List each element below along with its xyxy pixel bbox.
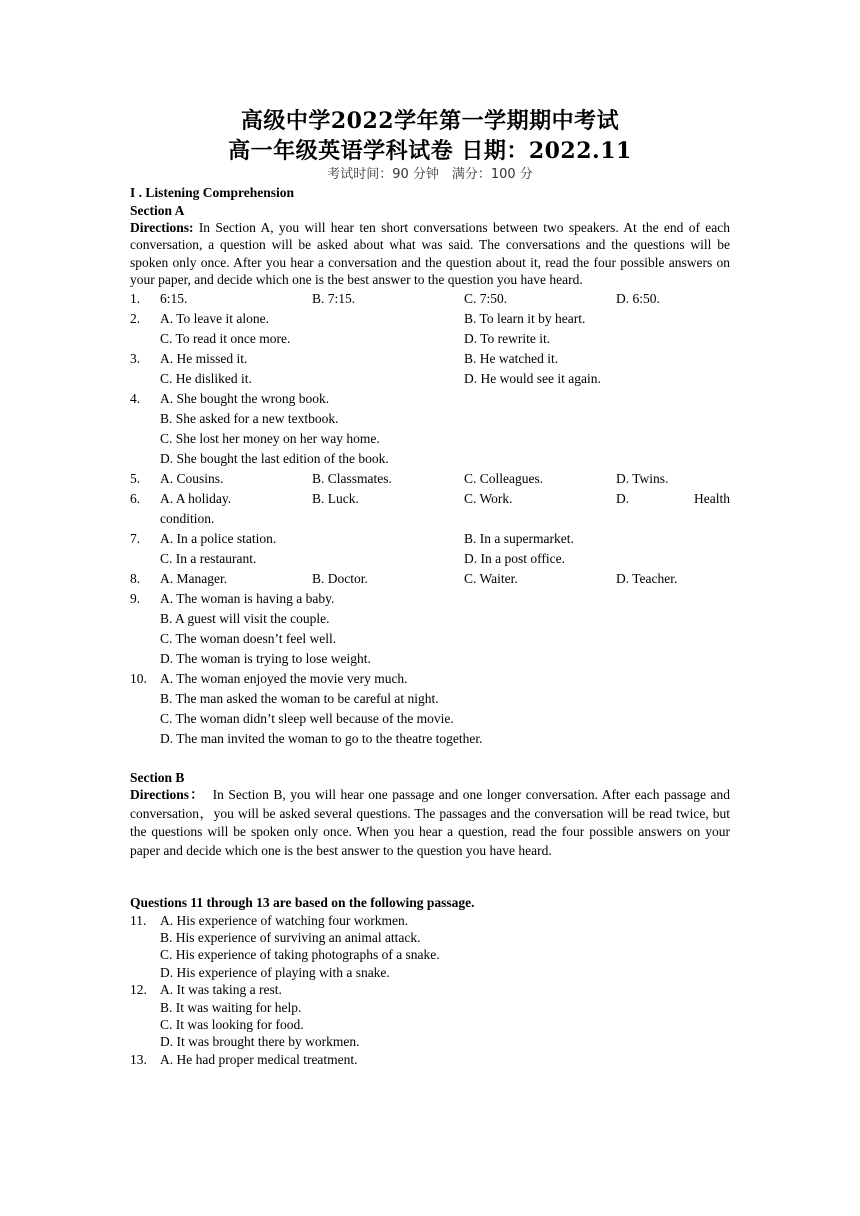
option-b: B. He watched it. bbox=[464, 350, 559, 366]
option-a: A. The woman enjoyed the movie very much. bbox=[160, 670, 408, 686]
part-heading: I . Listening Comprehension bbox=[130, 185, 295, 200]
option-a: A. He missed it. bbox=[160, 350, 248, 366]
question-1 bbox=[130, 289, 730, 309]
option-b: B. Luck. bbox=[312, 490, 359, 506]
option-a: A. In a police station. bbox=[160, 530, 277, 546]
option-a: A. Cousins. bbox=[160, 470, 224, 486]
option-d-letter: D. bbox=[616, 490, 630, 506]
option-d: D. The woman is trying to lose weight. bbox=[160, 650, 371, 666]
option-b: B. To learn it by heart. bbox=[464, 310, 586, 326]
question-number: 11. bbox=[130, 912, 147, 928]
question-12-row-2 bbox=[130, 999, 730, 1016]
exam-subtitle: 高一年级英语学科试卷 日期：2022.11 bbox=[228, 138, 632, 164]
question-number: 7. bbox=[130, 530, 141, 546]
section-b-heading: Section B bbox=[130, 769, 185, 785]
exam-title: 高级中学2022学年第一学期期中考试 bbox=[240, 108, 620, 134]
option-d: D. 6:50. bbox=[616, 290, 660, 306]
option-d: D. Twins. bbox=[616, 470, 669, 486]
question-11 bbox=[130, 912, 730, 929]
spacer bbox=[130, 860, 730, 894]
option-d: D. The man invited the woman to go to the theatre together. bbox=[160, 730, 483, 746]
section-b-directions bbox=[130, 786, 730, 860]
section-a-directions bbox=[130, 219, 730, 289]
question-6-row-2 bbox=[130, 509, 730, 529]
question-10 bbox=[130, 669, 730, 689]
option-b: B. She asked for a new textbook. bbox=[160, 410, 339, 426]
question-4-row-4 bbox=[130, 449, 730, 469]
option-c: C. To read it once more. bbox=[160, 330, 291, 346]
option-b: B. Doctor. bbox=[312, 570, 368, 586]
option-a: A. Manager. bbox=[160, 570, 228, 586]
option-b: B. His experience of surviving an animal attack. bbox=[160, 930, 421, 946]
question-11-row-2 bbox=[130, 929, 730, 946]
question-11-row-4 bbox=[130, 964, 730, 981]
option-a: A. His experience of watching four workmen. bbox=[160, 912, 409, 928]
option-d-continued: condition. bbox=[160, 510, 215, 526]
option-c: C. The woman doesn’t feel well. bbox=[160, 630, 337, 646]
question-8 bbox=[130, 569, 730, 589]
question-number: 8. bbox=[130, 570, 141, 586]
option-c: C. His experience of taking photographs of a snake. bbox=[160, 947, 440, 963]
question-4 bbox=[130, 389, 730, 409]
question-number: 6. bbox=[130, 490, 141, 506]
directions-label: Directions： bbox=[130, 787, 198, 803]
option-c: C. Waiter. bbox=[464, 570, 518, 586]
question-9 bbox=[130, 589, 730, 609]
question-group-heading: Questions 11 through 13 are based on the following passage. bbox=[130, 895, 475, 911]
question-10-row-4 bbox=[130, 729, 730, 749]
option-c: C. He disliked it. bbox=[160, 370, 252, 386]
option-c: C. Work. bbox=[464, 490, 513, 506]
option-d: D. Teacher. bbox=[616, 570, 678, 586]
question-3-row-2 bbox=[130, 369, 730, 389]
option-c: C. Colleagues. bbox=[464, 470, 544, 486]
option-a: A. A holiday. bbox=[160, 490, 232, 506]
question-number: 12. bbox=[130, 982, 147, 998]
option-a: A. He had proper medical treatment. bbox=[160, 1051, 358, 1067]
question-number: 10. bbox=[130, 670, 147, 686]
option-d: D. It was brought there by workmen. bbox=[160, 1034, 360, 1050]
question-number: 13. bbox=[130, 1051, 147, 1067]
option-b: B. Classmates. bbox=[312, 470, 392, 486]
option-c: C. It was looking for food. bbox=[160, 1016, 304, 1032]
option-a: A. She bought the wrong book. bbox=[160, 390, 330, 406]
question-9-row-2 bbox=[130, 609, 730, 629]
directions-text: In Section B, you will hear one passage and one longer conversation. After each passage and conversation，you will be asked several questions. The passages and the conversation will be read twice, but the questions will be spoken only once. When you hear a question, read the four possible answers on your paper and decide which one is the best answer to the question you have heard. bbox=[130, 787, 730, 858]
option-b: B. It was waiting for help. bbox=[160, 999, 302, 1015]
question-number: 2. bbox=[130, 310, 141, 326]
question-number: 4. bbox=[130, 390, 141, 406]
option-d: D. In a post office. bbox=[464, 550, 565, 566]
option-c: C. 7:50. bbox=[464, 290, 508, 306]
question-2 bbox=[130, 309, 730, 329]
question-number: 5. bbox=[130, 470, 141, 486]
option-c: C. The woman didn’t sleep well because of the movie. bbox=[160, 710, 454, 726]
question-number: 9. bbox=[130, 590, 141, 606]
question-number: 3. bbox=[130, 350, 141, 366]
option-a: 6:15. bbox=[160, 290, 188, 306]
option-d: D. She bought the last edition of the book. bbox=[160, 450, 389, 466]
exam-page bbox=[130, 106, 730, 1068]
option-c: C. In a restaurant. bbox=[160, 550, 257, 566]
directions-text: In Section A, you will hear ten short conversations between two speakers. At the end of each conversation, a question will be asked about what was said. The conversations and the questions will be spoken only once. After you hear a conversation and the question about it, read the four possible answers on your paper, and decide which one is the best answer to the question you have heard. bbox=[130, 220, 730, 288]
option-a: A. To leave it alone. bbox=[160, 310, 270, 326]
option-d-word: Health bbox=[694, 490, 730, 506]
spacer bbox=[130, 749, 730, 769]
question-12-row-4 bbox=[130, 1033, 730, 1050]
question-6 bbox=[130, 489, 730, 509]
question-10-row-2 bbox=[130, 689, 730, 709]
question-number: 1. bbox=[130, 290, 141, 306]
question-5 bbox=[130, 469, 730, 489]
question-12-row-3 bbox=[130, 1016, 730, 1033]
question-7 bbox=[130, 529, 730, 549]
question-4-row-3 bbox=[130, 429, 730, 449]
question-13 bbox=[130, 1051, 730, 1068]
question-4-row-2 bbox=[130, 409, 730, 429]
option-b: B. 7:15. bbox=[312, 290, 356, 306]
option-b: B. In a supermarket. bbox=[464, 530, 574, 546]
question-7-row-2 bbox=[130, 549, 730, 569]
directions-label: Directions: bbox=[130, 220, 194, 235]
question-10-row-3 bbox=[130, 709, 730, 729]
question-2-row-2 bbox=[130, 329, 730, 349]
question-9-row-4 bbox=[130, 649, 730, 669]
option-d: D. His experience of playing with a snake. bbox=[160, 964, 390, 980]
option-d bbox=[616, 489, 730, 509]
option-b: B. A guest will visit the couple. bbox=[160, 610, 330, 626]
question-11-row-3 bbox=[130, 946, 730, 963]
exam-info: 考试时间：90 分钟 满分：100 分 bbox=[327, 167, 533, 182]
question-12 bbox=[130, 981, 730, 998]
option-d: D. He would see it again. bbox=[464, 370, 601, 386]
option-a: A. The woman is having a baby. bbox=[160, 590, 335, 606]
option-a: A. It was taking a rest. bbox=[160, 982, 282, 998]
option-d: D. To rewrite it. bbox=[464, 330, 551, 346]
section-a-heading: Section A bbox=[130, 202, 185, 218]
question-9-row-3 bbox=[130, 629, 730, 649]
question-3 bbox=[130, 349, 730, 369]
option-b: B. The man asked the woman to be careful at night. bbox=[160, 690, 439, 706]
option-c: C. She lost her money on her way home. bbox=[160, 430, 380, 446]
